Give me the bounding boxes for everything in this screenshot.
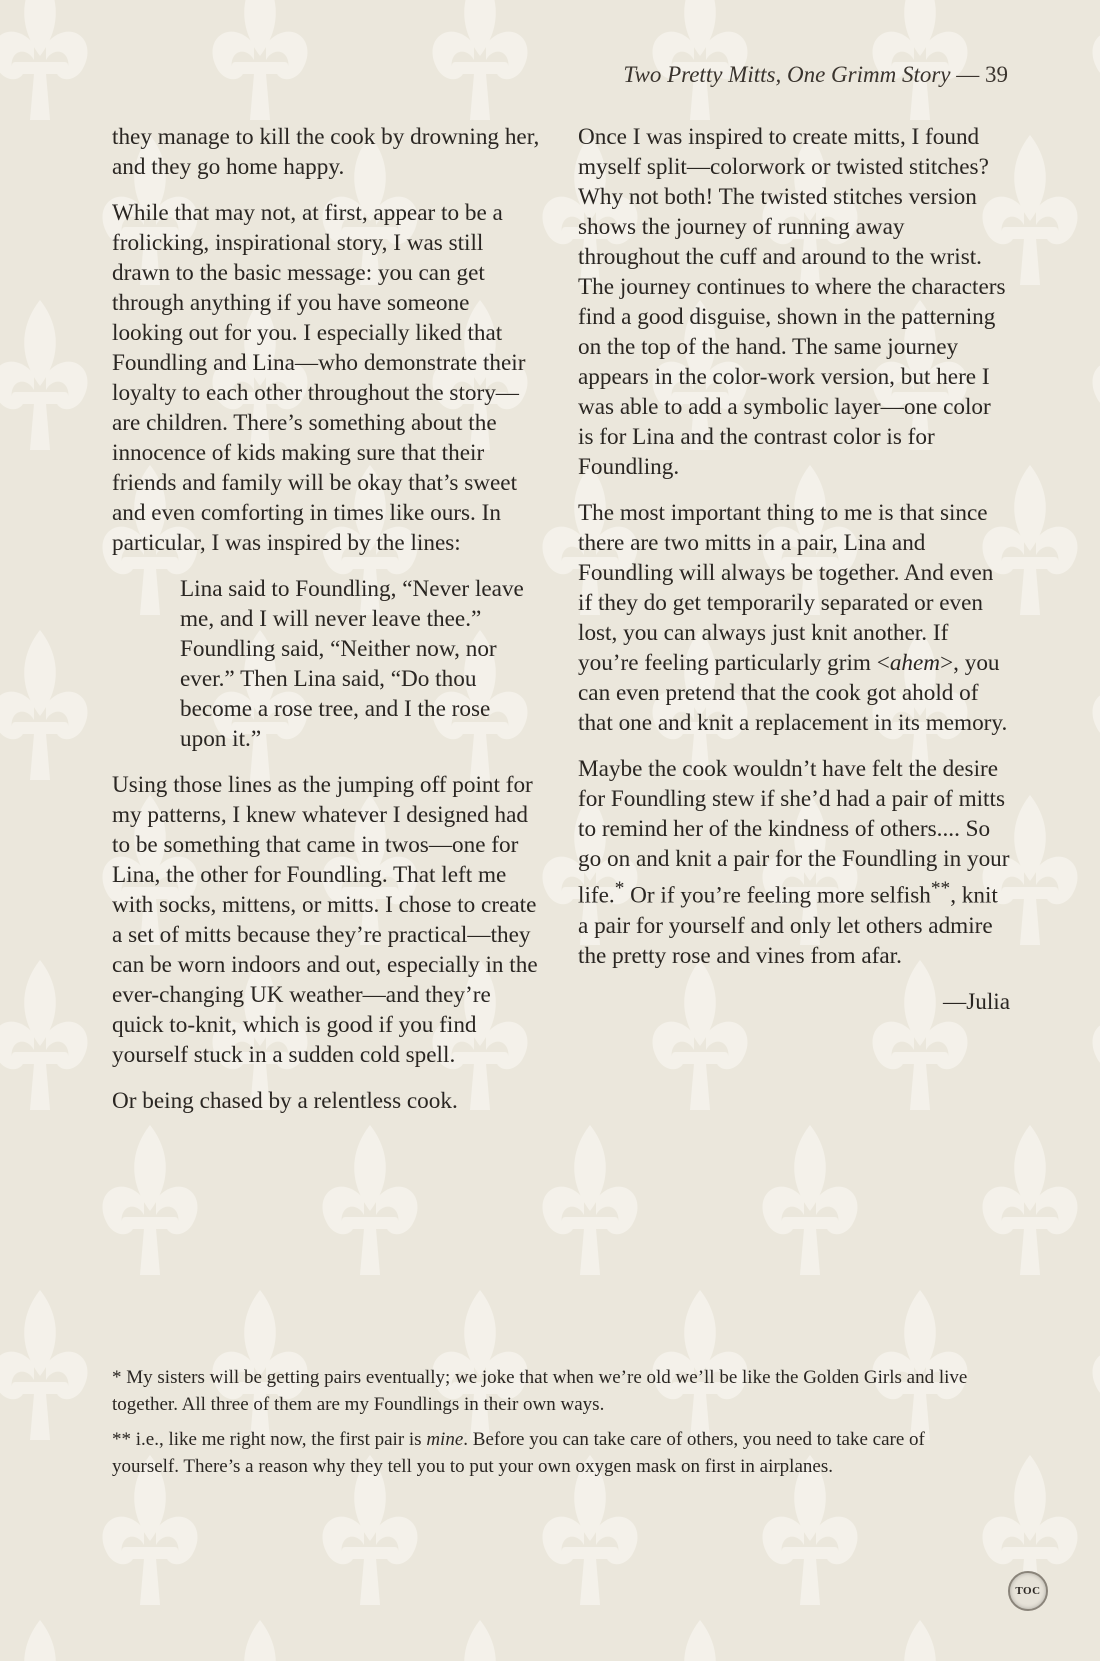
footnote-marker: * (614, 878, 625, 899)
italic-text: ahem (889, 650, 941, 676)
italic-text: mine (426, 1429, 464, 1450)
page-number: — 39 (956, 62, 1008, 87)
text-run: Or if you’re feeling more selfish (624, 882, 931, 909)
toc-button[interactable]: TOC (1008, 1571, 1048, 1611)
text-run: Maybe the cook wouldn’t have felt the desire for Foundling stew if she’d had a pair of mitts to remind her of the kindness of others.... So go on and knit a pair for the Foundling in your life. (578, 756, 1010, 909)
footnote: * My sisters will be getting pairs eventually; we joke that when we’re old we’ll be like the Golden Girls and live together. All three of them are my Foundlings in their own ways. (112, 1367, 968, 1415)
text-run: , knit a pair for yourself and only let others admire the pretty rose and vines from afar. (578, 882, 998, 969)
paragraph: Using those lines as the jumping off point for my patterns, I knew whatever I designed had to be something that came in twos—one for Lina, the other for Foundling. That left me with socks, mittens, or mitts. I chose to create a set of mitts because they’re practical—they can be worn indoors and out, especially in the ever-changing UK weather—and they’re quick to-knit, which is good if you find yourself stuck in a sudden cold spell. (112, 772, 538, 1068)
left-column (112, 122, 540, 1132)
text-run: >, you can even pretend that the cook got ahold of that one and knit a replacement in its memory. (578, 650, 1008, 736)
paragraph: they manage to kill the cook by drowning her, and they go home happy. (112, 124, 540, 180)
footnotes (112, 1364, 992, 1488)
text-run: . Before you can take care of others, you need to take care of yourself. There’s a reason why they tell you to put your own oxygen mask on first in airplanes. (112, 1429, 925, 1477)
text-run: ** i.e., like me right now, the first pair is (112, 1429, 427, 1450)
right-column (578, 122, 1010, 1033)
text-run: The most important thing to me is that since there are two mitts in a pair, Lina and Foundling will always be together. And even if they do get temporarily separated or even lost, you can always just knit another. If you’re feeling particularly grim < (578, 500, 994, 676)
footnote (112, 1426, 992, 1480)
paragraph: While that may not, at first, appear to be a frolicking, inspirational story, I was still drawn to the basic message: you can get through anything if you have someone looking out for you. I especially liked that Foundling and Lina—who demonstrate their loyalty to each other throughout the story—are children. There’s something about the innocence of kids making sure that their friends and family will be okay that’s sweet and even comforting in times like ours. In particular, I was inspired by the lines: (112, 200, 526, 556)
footnote-marker: ** (930, 878, 951, 899)
paragraph: Once I was inspired to create mitts, I found myself split—colorwork or twisted stitches? Why not both! The twisted stitches version shows the journey of running away throughout the cuff and around to the wrist. The journey continues to where the characters find a good disguise, shown in the patterning on the top of the hand. The same journey appears in the color-work version, but here I was able to add a symbolic layer—one color is for Lina and the contrast color is for Foundling. (578, 124, 1006, 480)
block-quote: Lina said to Foundling, “Never leave me, and I will never leave thee.” Foundling said, “Neither now, nor ever.” Then Lina said, “Do thou become a rose tree, and I the rose upon it.” (180, 576, 524, 752)
running-head (623, 62, 1008, 88)
paragraph: Or being chased by a relentless cook. (112, 1088, 458, 1114)
chapter-title: Two Pretty Mitts, One Grimm Story (623, 62, 951, 87)
paragraph (578, 754, 1010, 971)
paragraph (578, 498, 1010, 738)
signature: —Julia (943, 988, 1010, 1015)
